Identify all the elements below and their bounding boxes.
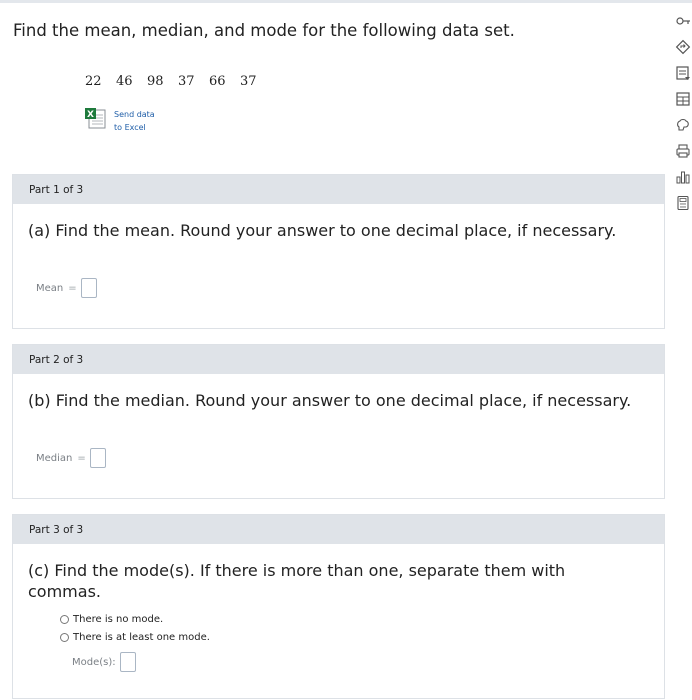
radio-button[interactable]: [60, 615, 69, 624]
excel-link-line2: to Excel: [114, 123, 146, 132]
data-value: 98: [147, 74, 164, 89]
svg-text:X: X: [87, 110, 94, 120]
part-3-panel: [12, 514, 665, 699]
part-3-question-line1: (c) Find the mode(s). If there is more than one, separate them with: [28, 561, 566, 580]
equals-sign: =: [68, 282, 77, 294]
excel-link-line1: Send data: [114, 110, 155, 119]
part-1-panel: [12, 174, 665, 329]
option-no-mode[interactable]: [60, 614, 163, 625]
top-border: [0, 0, 692, 3]
calculator-icon[interactable]: [674, 192, 692, 214]
data-set: [85, 74, 271, 89]
option-label: There is no mode.: [73, 614, 164, 625]
data-value: 46: [116, 74, 133, 89]
data-value: 37: [240, 74, 257, 89]
question-text: Find the mean, median, and mode for the following data set.: [13, 21, 515, 40]
mean-label: Mean: [36, 282, 64, 294]
option-at-least-one-mode[interactable]: [60, 632, 210, 643]
excel-icon: [84, 107, 106, 129]
part-2-header: Part 2 of 3: [13, 345, 664, 374]
part-1-header: Part 1 of 3: [13, 175, 664, 204]
median-input[interactable]: [90, 448, 106, 468]
diamond-arrow-icon[interactable]: [674, 36, 692, 58]
right-toolbar: [674, 10, 692, 218]
part-3-header: Part 3 of 3: [13, 515, 664, 544]
median-label: Median: [36, 452, 73, 464]
equals-sign: =: [77, 452, 86, 464]
grid-icon[interactable]: [674, 88, 692, 110]
mode-input[interactable]: [120, 652, 136, 672]
part-2-panel: [12, 344, 665, 499]
radio-button[interactable]: [60, 633, 69, 642]
data-value: 22: [85, 74, 102, 89]
median-answer-row: [36, 448, 106, 468]
mode-answer-row: [72, 652, 136, 672]
brain-icon[interactable]: [674, 114, 692, 136]
mode-label: Mode(s):: [72, 656, 116, 668]
option-label: There is at least one mode.: [73, 632, 210, 643]
data-value: 37: [178, 74, 195, 89]
print-icon[interactable]: [674, 140, 692, 162]
notes-icon[interactable]: [674, 62, 692, 84]
part-2-question: (b) Find the median. Round your answer to one decimal place, if necessary.: [28, 391, 632, 410]
mean-input[interactable]: [81, 278, 97, 298]
key-icon[interactable]: [674, 10, 692, 32]
part-3-question-line2: commas.: [28, 582, 101, 601]
bar-chart-icon[interactable]: [674, 166, 692, 188]
mean-answer-row: [36, 278, 97, 298]
part-3-question: [28, 560, 565, 602]
part-1-question: (a) Find the mean. Round your answer to one decimal place, if necessary.: [28, 221, 617, 240]
data-value: 66: [209, 74, 226, 89]
send-to-excel-link[interactable]: [84, 107, 155, 134]
